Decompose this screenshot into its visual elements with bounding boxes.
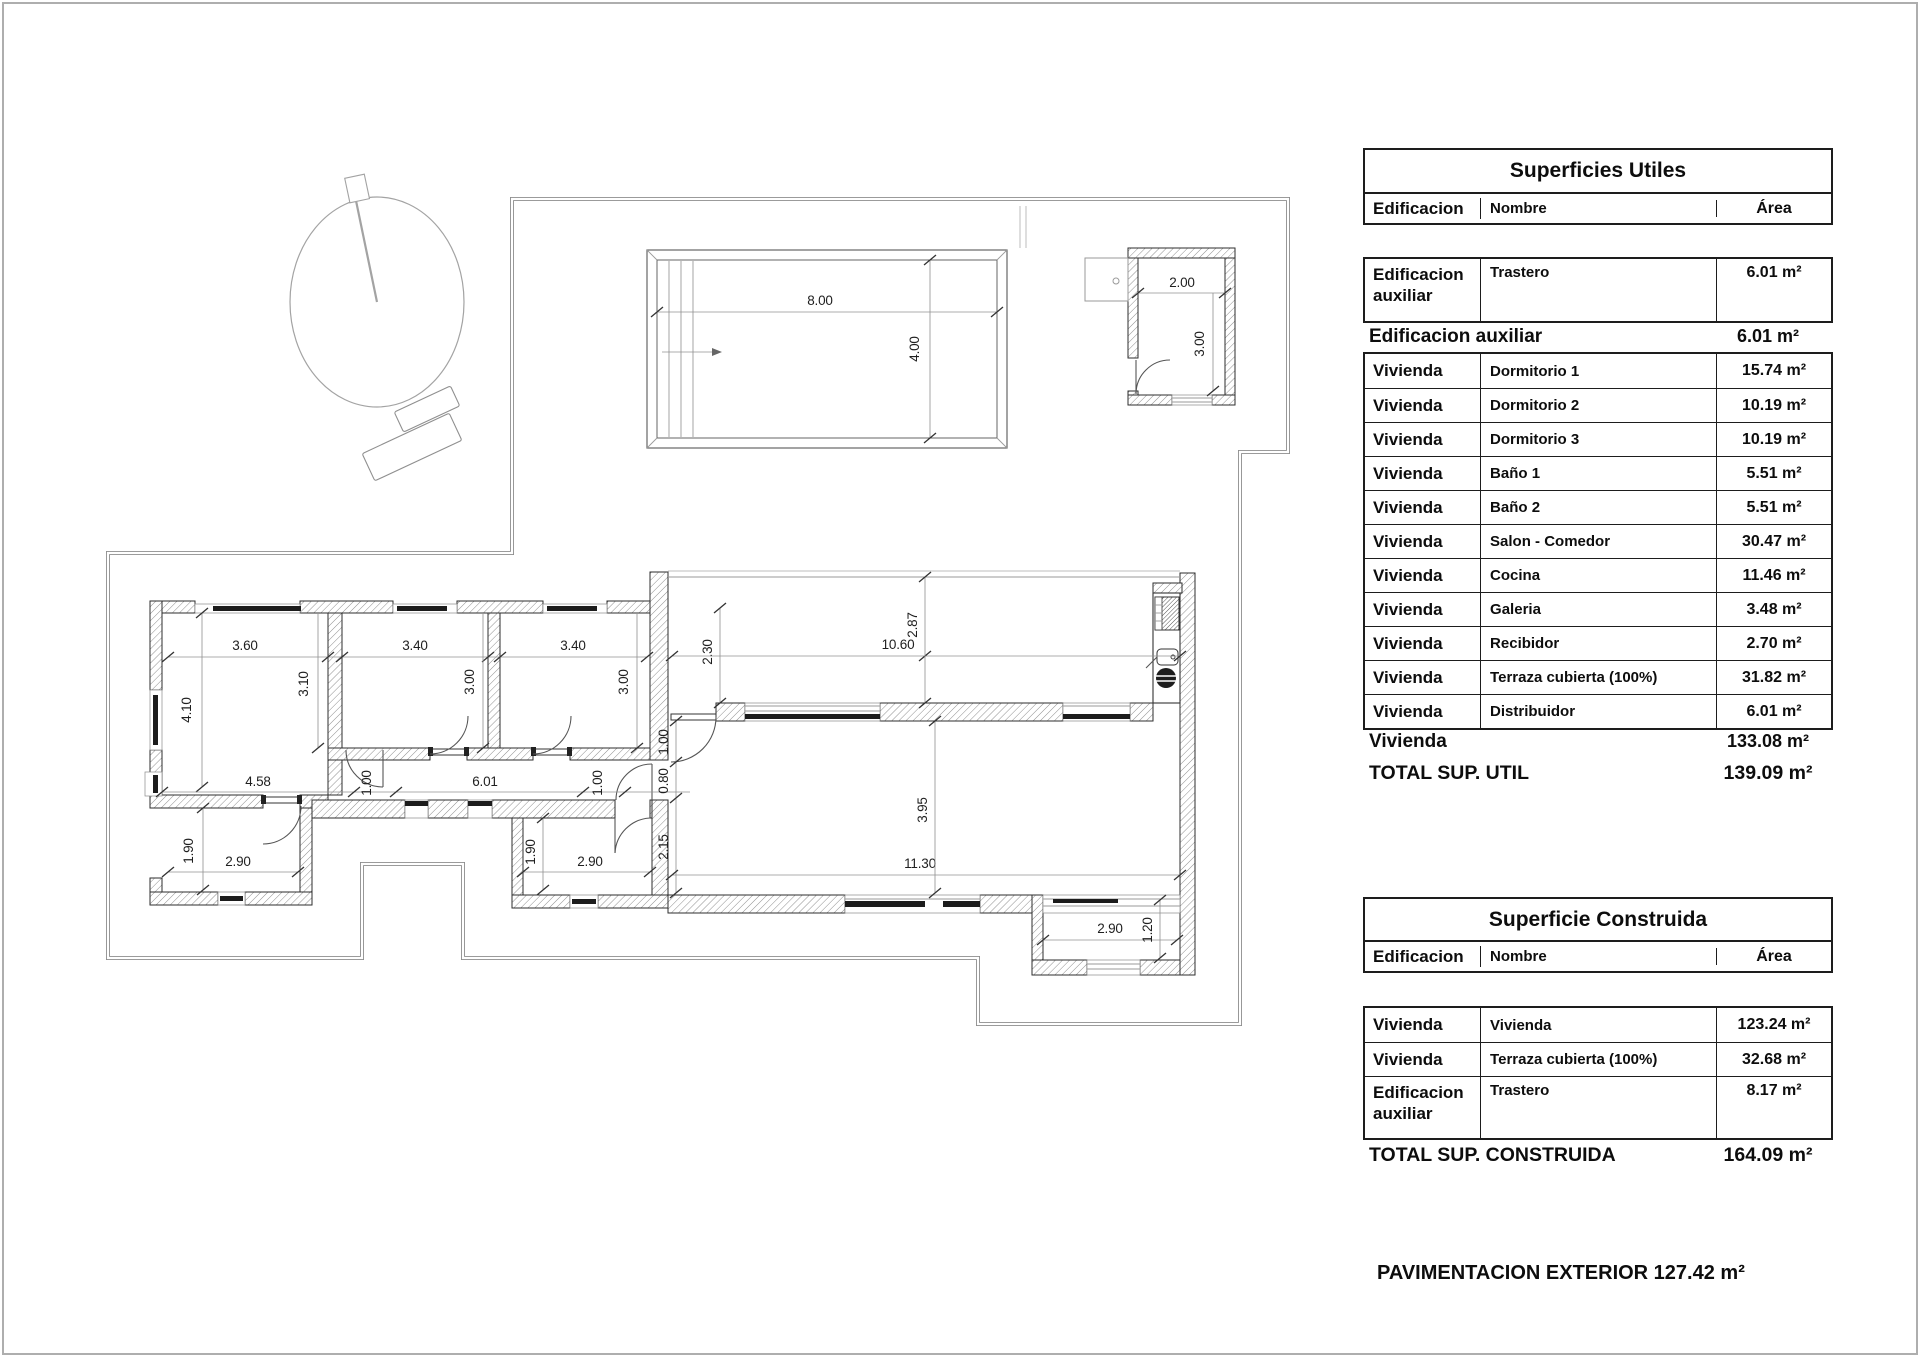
column-header-nombre: Nombre bbox=[1481, 948, 1717, 965]
column-header-area: Área bbox=[1756, 199, 1792, 217]
subtotal-row-auxiliar bbox=[1363, 321, 1833, 352]
galeria-door bbox=[1043, 895, 1180, 913]
subtotal-value: 133.08 m² bbox=[1726, 731, 1810, 751]
table-row bbox=[1365, 388, 1831, 422]
dim-label-hall-b: 1.00 bbox=[359, 770, 374, 796]
table-row bbox=[1365, 592, 1831, 626]
total-row-util bbox=[1363, 757, 1833, 790]
dim-label-bath2-depth: 1.90 bbox=[523, 839, 538, 865]
trastero-building bbox=[1085, 248, 1235, 405]
table-block-construida bbox=[1363, 1006, 1833, 1140]
dim-label-bath2-width: 2.90 bbox=[577, 854, 603, 869]
table-row bbox=[1365, 422, 1831, 456]
cell-area: 5.51 m² bbox=[1746, 464, 1802, 482]
cell-edificacion: Vivienda bbox=[1365, 423, 1481, 456]
dim-label-terrace-a: 2.30 bbox=[700, 639, 715, 665]
kitchen-counter bbox=[1146, 593, 1180, 703]
door-swing bbox=[671, 714, 716, 762]
table-row bbox=[1365, 524, 1831, 558]
window bbox=[1172, 395, 1212, 405]
door-swing bbox=[531, 716, 572, 756]
window bbox=[1063, 703, 1130, 721]
window bbox=[393, 604, 457, 613]
dim-label-dorm3-depth: 3.00 bbox=[616, 669, 631, 695]
window bbox=[745, 703, 880, 721]
table-row bbox=[1365, 490, 1831, 524]
cell-area: 123.24 m² bbox=[1737, 1016, 1811, 1033]
window bbox=[195, 604, 301, 613]
kitchen-sink-icon bbox=[1146, 649, 1178, 668]
window bbox=[468, 800, 492, 818]
cell-edificacion: Vivienda bbox=[1365, 525, 1481, 558]
cell-edificacion: Edificacion auxiliar bbox=[1365, 259, 1481, 321]
table-row bbox=[1365, 694, 1831, 728]
table-row bbox=[1365, 1076, 1831, 1138]
cell-nombre: Terraza cubierta (100%) bbox=[1481, 661, 1717, 694]
trastero-dimensions bbox=[1132, 275, 1231, 396]
terrace-edge bbox=[668, 571, 1180, 577]
door-swing bbox=[428, 716, 469, 756]
cell-edificacion: Vivienda bbox=[1365, 354, 1481, 388]
total-value: 139.09 m² bbox=[1723, 762, 1813, 784]
column-header-area: Área bbox=[1756, 947, 1792, 965]
dim-label-dorm1-width: 3.60 bbox=[232, 638, 258, 653]
table-title bbox=[1363, 148, 1833, 194]
table-row bbox=[1365, 1008, 1831, 1042]
cell-nombre: Vivienda bbox=[1481, 1008, 1717, 1042]
ac-unit bbox=[1085, 258, 1128, 301]
door-swing bbox=[1136, 360, 1170, 394]
cell-nombre: Trastero bbox=[1481, 259, 1717, 321]
dim-label-dorm2-width: 3.40 bbox=[402, 638, 428, 653]
subtotal-label: Vivienda bbox=[1369, 730, 1447, 752]
table-header bbox=[1363, 942, 1833, 973]
cell-area: 10.19 m² bbox=[1742, 396, 1807, 414]
dim-label-trastero-height: 3.00 bbox=[1192, 331, 1207, 357]
dim-label-bath1-depth: 1.90 bbox=[181, 838, 196, 864]
cell-area: 15.74 m² bbox=[1742, 362, 1807, 379]
cell-edificacion: Edificacion auxiliar bbox=[1365, 1077, 1481, 1138]
dim-label-pool-width: 8.00 bbox=[807, 293, 833, 308]
table-title-text: Superficie Construida bbox=[1488, 907, 1708, 931]
cell-nombre: Dormitorio 3 bbox=[1481, 423, 1717, 456]
cell-edificacion: Vivienda bbox=[1365, 1008, 1481, 1042]
window bbox=[543, 604, 607, 613]
table-row bbox=[1365, 354, 1831, 388]
subtotal-value: 6.01 m² bbox=[1736, 326, 1800, 346]
dim-label-hall-d: 1.00 bbox=[590, 770, 605, 796]
total-value: 164.09 m² bbox=[1723, 1144, 1813, 1166]
cell-nombre: Recibidor bbox=[1481, 627, 1717, 660]
cell-area: 10.19 m² bbox=[1742, 430, 1807, 448]
cell-nombre: Baño 2 bbox=[1481, 491, 1717, 524]
window bbox=[845, 895, 980, 913]
pavimentacion-note: PAVIMENTACION EXTERIOR 127.42 m² bbox=[1377, 1262, 1745, 1284]
column-header-edificacion: Edificacion bbox=[1365, 198, 1481, 219]
cell-nombre: Galeria bbox=[1481, 593, 1717, 626]
cell-nombre: Dormitorio 2 bbox=[1481, 389, 1717, 422]
cell-area: 30.47 m² bbox=[1742, 532, 1807, 550]
dim-label-trastero-width: 2.00 bbox=[1169, 275, 1195, 290]
cell-area: 8.17 m² bbox=[1746, 1082, 1802, 1099]
dim-label-hall-c: 6.01 bbox=[472, 774, 498, 789]
tree-symbol bbox=[290, 174, 464, 407]
total-row-construida bbox=[1363, 1138, 1833, 1173]
cooktop-icon bbox=[1156, 668, 1176, 688]
window bbox=[150, 690, 162, 750]
cell-nombre: Dormitorio 1 bbox=[1481, 354, 1717, 388]
cell-area: 6.01 m² bbox=[1746, 702, 1802, 720]
cell-area: 5.51 m² bbox=[1746, 498, 1802, 516]
cell-area: 31.82 m² bbox=[1742, 668, 1807, 686]
cell-nombre: Baño 1 bbox=[1481, 457, 1717, 490]
cell-nombre: Cocina bbox=[1481, 559, 1717, 592]
table-title-text: Superficies Utiles bbox=[1509, 159, 1687, 182]
table-row bbox=[1365, 1042, 1831, 1076]
cell-nombre: Salon - Comedor bbox=[1481, 525, 1717, 558]
dim-label-terrace-depth: 2.87 bbox=[905, 612, 920, 638]
column-header-nombre: Nombre bbox=[1481, 200, 1717, 217]
swimming-pool bbox=[647, 250, 1007, 448]
house-walls bbox=[150, 572, 1195, 975]
dim-label-entry-c: 2.15 bbox=[656, 834, 671, 860]
cell-edificacion: Vivienda bbox=[1365, 559, 1481, 592]
door-swing bbox=[615, 818, 650, 853]
cell-edificacion: Vivienda bbox=[1365, 1043, 1481, 1076]
table-block-vivienda bbox=[1363, 352, 1833, 730]
cell-edificacion: Vivienda bbox=[1365, 627, 1481, 660]
table-row bbox=[1365, 456, 1831, 490]
table-header bbox=[1363, 194, 1833, 225]
cell-edificacion: Vivienda bbox=[1365, 491, 1481, 524]
dim-label-dorm2-depth: 3.00 bbox=[462, 669, 477, 695]
table-block-auxiliar bbox=[1363, 257, 1833, 323]
cell-edificacion: Vivienda bbox=[1365, 457, 1481, 490]
total-label: TOTAL SUP. CONSTRUIDA bbox=[1369, 1144, 1616, 1166]
dim-label-dorm1-depth2: 3.10 bbox=[296, 671, 311, 697]
dim-label-dorm1-depth: 4.10 bbox=[179, 697, 194, 723]
cell-nombre: Distribuidor bbox=[1481, 695, 1717, 728]
cell-nombre: Terraza cubierta (100%) bbox=[1481, 1043, 1717, 1076]
fridge-icon bbox=[1155, 597, 1179, 630]
dim-label-galeria-width: 2.90 bbox=[1097, 921, 1123, 936]
door-swing bbox=[261, 795, 302, 844]
cell-area: 11.46 m² bbox=[1742, 566, 1806, 584]
dim-label-galeria-depth: 1.20 bbox=[1140, 917, 1155, 943]
cell-area: 6.01 m² bbox=[1746, 264, 1802, 281]
total-label: TOTAL SUP. UTIL bbox=[1369, 762, 1529, 784]
subtotal-row-vivienda bbox=[1363, 726, 1833, 757]
dim-label-bath1-width: 2.90 bbox=[225, 854, 251, 869]
column-header-edificacion: Edificacion bbox=[1365, 946, 1481, 967]
dim-label-entry-a: 1.00 bbox=[656, 729, 671, 755]
cell-edificacion: Vivienda bbox=[1365, 389, 1481, 422]
dim-label-salon-depth: 3.95 bbox=[915, 797, 930, 823]
table-row bbox=[1365, 558, 1831, 592]
window bbox=[145, 772, 162, 796]
cell-nombre: Trastero bbox=[1481, 1077, 1717, 1138]
dim-label-pool-height: 4.00 bbox=[907, 336, 922, 362]
window bbox=[405, 800, 428, 818]
dim-label-terrace-width: 10.60 bbox=[881, 637, 915, 652]
dim-label-dorm3-width: 3.40 bbox=[560, 638, 586, 653]
subtotal-label: Edificacion auxiliar bbox=[1369, 325, 1543, 347]
dim-label-hall-a: 4.58 bbox=[245, 774, 271, 789]
table-row bbox=[1365, 660, 1831, 694]
cell-area: 3.48 m² bbox=[1746, 600, 1802, 618]
table-row bbox=[1365, 259, 1831, 321]
cell-area: 2.70 m² bbox=[1746, 634, 1802, 652]
dim-label-salon-width: 11.30 bbox=[904, 856, 936, 871]
window bbox=[218, 892, 245, 905]
window bbox=[1087, 960, 1140, 975]
cell-area: 32.68 m² bbox=[1742, 1050, 1807, 1068]
cell-edificacion: Vivienda bbox=[1365, 593, 1481, 626]
window bbox=[570, 895, 598, 908]
dim-label-entry-b: 0.80 bbox=[656, 768, 671, 794]
cell-edificacion: Vivienda bbox=[1365, 661, 1481, 694]
table-row bbox=[1365, 626, 1831, 660]
table-title bbox=[1363, 897, 1833, 942]
cell-edificacion: Vivienda bbox=[1365, 695, 1481, 728]
